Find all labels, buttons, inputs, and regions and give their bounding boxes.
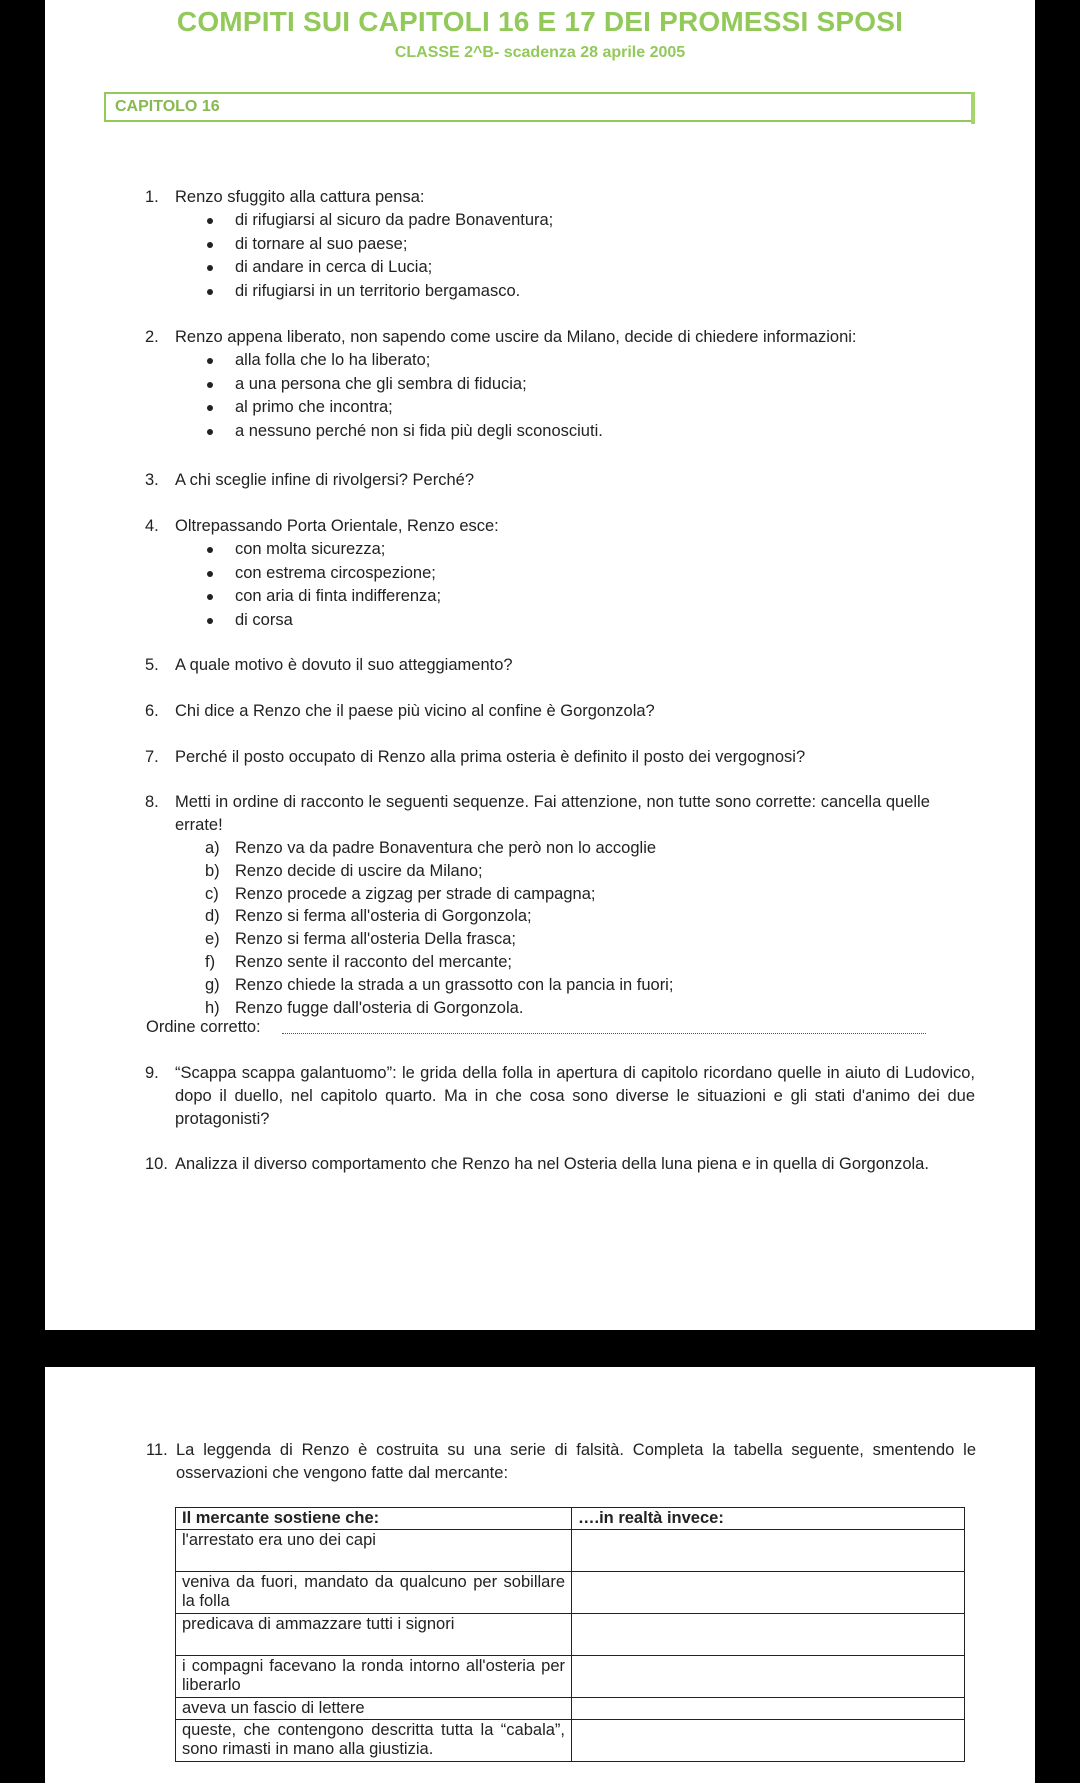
list-item: c) Renzo procede a zigzag per strade di campagna; [205,884,596,903]
question-8 [145,791,975,1019]
question-number: 5. [145,656,159,674]
list-item: al primo che incontra; [145,396,975,420]
question-9 [145,1062,975,1131]
question-text: Renzo appena liberato, non sapendo come uscire da Milano, decide di chiedere informazioni: [175,328,857,346]
list-item: di tornare al suo paese; [145,233,975,257]
order-answer-line [146,1018,936,1037]
option-list [145,209,975,303]
question-text: Analizza il diverso comportamento che Renzo ha nel Osteria della luna piena e in quella di Gorgonzola. [175,1155,929,1173]
list-item: di andare in cerca di Lucia; [145,256,975,280]
question-number: 2. [145,328,159,346]
option-list [145,349,975,443]
question-number: 9. [145,1064,159,1082]
question-text: Renzo sfuggito alla cattura pensa: [175,188,425,206]
list-item: g) Renzo chiede la strada a un grassotto con la pancia in fuori; [205,975,674,994]
chapter-heading: CAPITOLO 16 [104,92,973,122]
list-item: f) Renzo sente il racconto del mercante; [205,952,512,971]
question-number: 8. [145,793,159,811]
list-item: d) Renzo si ferma all'osteria di Gorgonzola; [205,907,532,926]
list-item: alla folla che lo ha liberato; [145,349,975,373]
list-item: b) Renzo decide di uscire da Milano; [205,861,483,880]
answer-cell[interactable] [572,1698,965,1720]
answer-cell[interactable] [572,1530,965,1572]
question-4 [145,515,975,632]
list-item: a) Renzo va da padre Bonaventura che però non lo accoglie [205,839,657,857]
question-number: 6. [145,702,159,720]
question-text: A chi sceglie infine di rivolgersi? Perché? [175,471,474,489]
list-item: a nessuno perché non si fida più degli sconosciuti. [145,420,975,444]
answer-cell[interactable] [572,1614,965,1656]
question-text: Perché il posto occupato di Renzo alla prima osteria è definito il posto dei vergognosi? [175,748,806,766]
answer-cell[interactable] [572,1572,965,1614]
question-number: 7. [145,748,159,766]
answer-cell[interactable] [572,1720,965,1762]
list-item: di rifugiarsi al sicuro da padre Bonaventura; [145,209,975,233]
question-text: Metti in ordine di racconto le seguenti sequenze. Fai attenzione, non tutte sono corrette: cancella quelle errate! [175,793,930,834]
question-10 [145,1153,975,1176]
question-5 [145,654,975,677]
question-6 [145,700,975,723]
question-1 [145,186,975,303]
question-number: 11. [146,1441,168,1459]
question-number: 1. [145,188,159,206]
question-3 [145,469,975,492]
question-number: 10. [145,1155,168,1173]
list-item: a una persona che gli sembra di fiducia; [145,373,975,397]
list-item: con estrema circospezione; [145,562,975,586]
column-header: Il mercante sostiene che: [176,1508,572,1530]
question-text: La leggenda di Renzo è costruita su una serie di falsità. Completa la tabella seguente, smentendo le osservazioni che vengono fatte dal mercante: [176,1441,976,1482]
answer-cell[interactable] [572,1656,965,1698]
list-item: e) Renzo si ferma all'osteria Della frasca; [205,930,517,949]
question-number: 4. [145,517,159,535]
question-7 [145,746,975,769]
question-text: “Scappa scappa galantuomo”: le grida della folla in apertura di capitolo ricordano quelle in aiuto di Ludovico, dopo il duello, nel capitolo quarto. Ma in che cosa sono diverse le situazioni e gli stati d'animo dei due protagonisti? [175,1064,975,1128]
list-item: di rifugiarsi in un territorio bergamasco. [145,280,975,304]
question-text: Oltrepassando Porta Orientale, Renzo esce: [175,517,499,535]
table-cell: veniva da fuori, mandato da qualcuno per sobillare la folla [176,1572,572,1614]
table-row [176,1572,965,1614]
document-subtitle: CLASSE 2^B- scadenza 28 aprile 2005 [394,44,686,61]
question-2 [145,326,975,443]
document-title: COMPITI SUI CAPITOLI 16 E 17 DEI PROMESSI SPOSI [176,6,904,37]
question-text: A quale motivo è dovuto il suo atteggiamento? [175,656,513,674]
list-item: con aria di finta indifferenza; [145,585,975,609]
table-cell: aveva un fascio di lettere [176,1698,572,1720]
table-row [176,1698,965,1720]
table-header-row [176,1508,965,1530]
option-list [145,538,975,632]
table-cell: l'arrestato era uno dei capi [176,1530,572,1572]
table-cell: i compagni facevano la ronda intorno all'osteria per liberarlo [176,1656,572,1698]
question-text: Chi dice a Renzo che il paese più vicino al confine è Gorgonzola? [175,702,655,720]
document-page-2 [45,1367,1035,1783]
sequence-list [145,837,975,1019]
question-11 [146,1439,976,1485]
question-number: 3. [145,471,159,489]
table-row [176,1656,965,1698]
table-row [176,1614,965,1656]
list-item: h) Renzo fugge dall'osteria di Gorgonzola. [205,998,524,1017]
table-row [176,1720,965,1762]
list-item: con molta sicurezza; [145,538,975,562]
column-header: ….in realtà invece: [572,1508,965,1530]
table-row [176,1530,965,1572]
table-cell: queste, che contengono descritta tutta la “cabala”, sono rimasti in mano alla giustizia. [176,1720,572,1762]
table-cell: predicava di ammazzare tutti i signori [176,1614,572,1656]
document-page-1 [45,0,1035,1330]
merchant-claims-table [175,1507,965,1762]
order-label: Ordine corretto: [146,1018,261,1036]
answer-dotted-line [282,1033,926,1034]
list-item: di corsa [145,609,975,633]
